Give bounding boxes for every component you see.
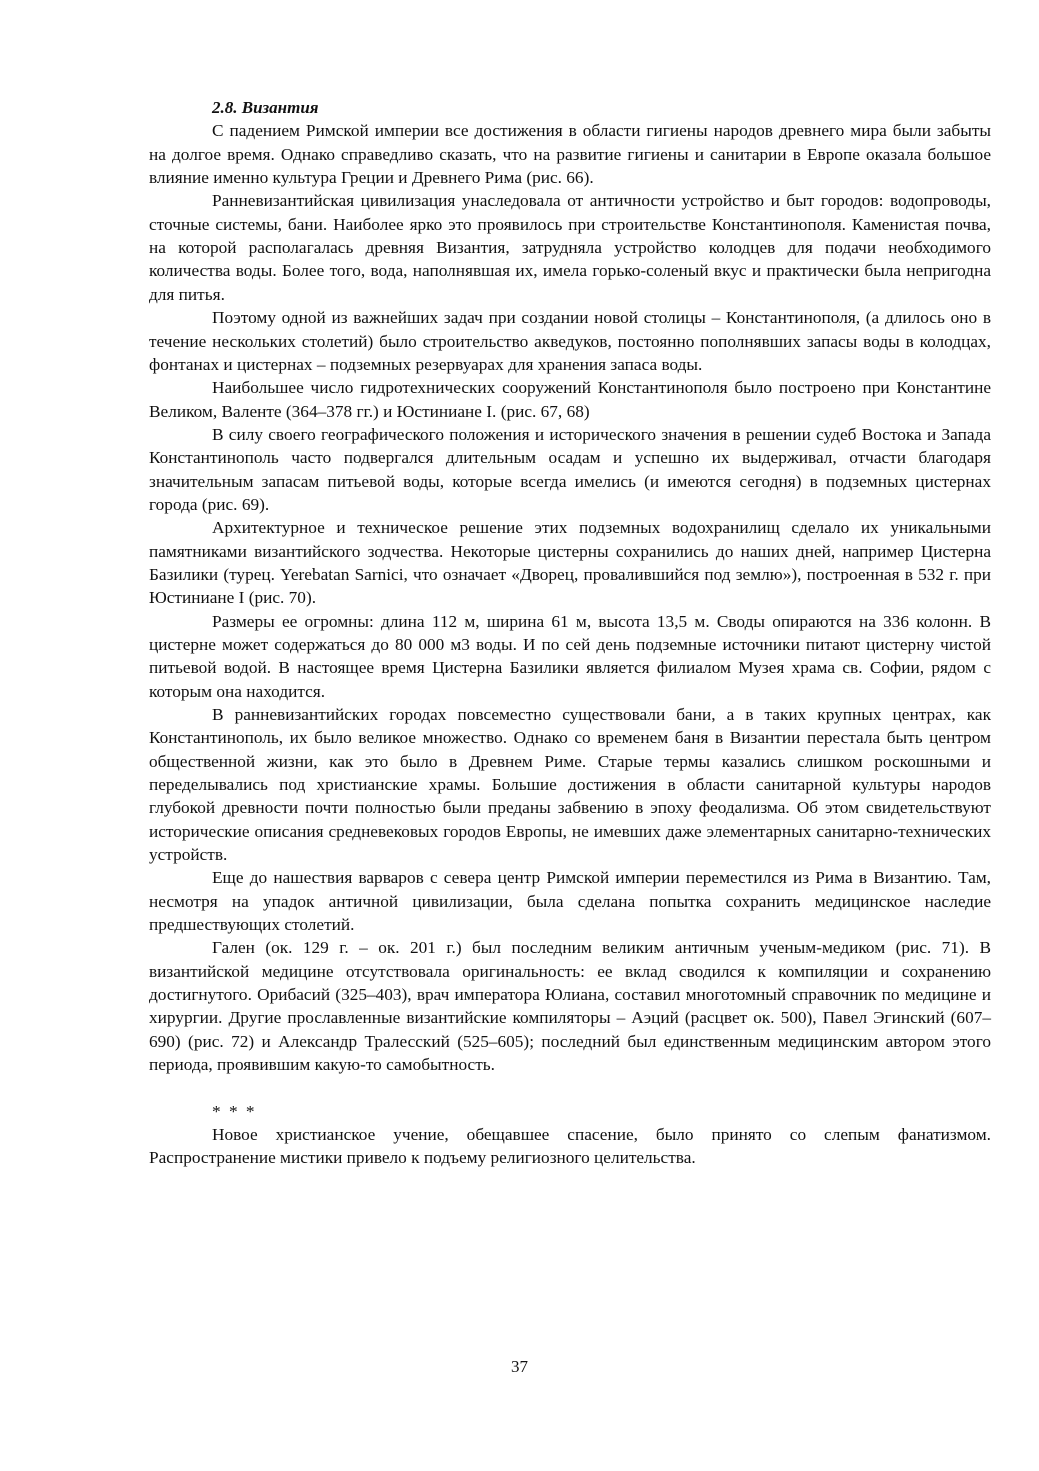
- paragraph: Гален (ок. 129 г. – ок. 201 г.) был последним великим античным ученым-медиком (рис. 71). В византийской медицине отсутствовала оригинальность: ее вклад сводился к компиляции и сохранению достигнутого. Орибасий (325–403), врач императора Юлиана, составил многотомный справочник по медицине и хирургии. Другие прославленные византийские компиляторы – Аэций (расцвет ок. 500), Павел Эгинский (607–690) (рис. 72) и Александр Тралесский (525–605); последний был единственным медицинским автором этого периода, проявившим какую-то самобытность.: [149, 938, 991, 1075]
- paragraph: В ранневизантийских городах повсеместно существовали бани, а в таких крупных центрах, как Константинополь, их было великое множество. Однако со временем баня в Византии перестала быть центром общественной жизни, как это было в Древнем Риме. Старые термы казались слишком роскошными и переделывались под христианские храмы. Большие достижения в области санитарной культуры народов глубокой древности почти полностью были преданы забвению в эпоху феодализма. Об этом свидетельствуют исторические описания средневековых городов Европы, не имевших даже элементарных санитарно-технических устройств.: [149, 705, 991, 865]
- paragraph: Архитектурное и техническое решение этих подземных водохранилищ сделало их уникальными памятниками византийского зодчества. Некоторые цистерны сохранились до наших дней, например Цистерна Базилики (турец. Yerebatan Sarnici, что означает «Дворец, провалившийся под землю»), построенная в 532 г. при Юстиниане I (рис. 70).: [149, 518, 991, 608]
- paragraph: В силу своего географического положения и исторического значения в решении судеб Востока и Запада Константинополь часто подвергался длительным осадам и успешно их выдерживал, отчасти благодаря значительным запасам питьевой воды, которые всегда имелись (и имеются сегодня) в подземных цистернах города (рис. 69).: [149, 424, 991, 514]
- paragraph: Размеры ее огромны: длина 112 м, ширина 61 м, высота 13,5 м. Своды опираются на 336 колонн. В цистерне может содержаться до 80 000 м3 воды. И по сей день подземные источники питают цистерну чистой питьевой водой. В настоящее время Цистерна Базилики является филиалом Музея храма св. Софии, рядом с которым она находится.: [149, 611, 991, 701]
- paragraph: Ранневизантийская цивилизация унаследовала от античности устройство и быт городов: водопроводы, сточные системы, бани. Наиболее ярко это проявилось при строительстве Константинополя. Каменистая почва, на которой располагалась древняя Византия, затрудняла устройство колодцев для подачи необходимого количества воды. Более того, вода, наполнявшая их, имела горько-соленый вкус и практически была непригодна для питья.: [149, 191, 991, 304]
- paragraph: Еще до нашествия варваров с севера центр Римской империи переместился из Рима в Византию. Там, несмотря на упадок античной цивилизации, была сделана попытка сохранить медицинское наследие предшествующих столетий.: [149, 868, 991, 935]
- section-separator: * * *: [212, 1101, 257, 1121]
- paragraph: Поэтому одной из важнейших задач при создании новой столицы – Константинополя, (а длилось оно в течение нескольких столетий) было строительство акведуков, постоянно пополнявших запасы воды в колодцах, фонтанах и цистернах – подземных резервуарах для хранения запаса воды.: [149, 308, 991, 374]
- document-page: [149, 96, 991, 1170]
- closing-paragraph: Новое христианское учение, обещавшее спасение, было принято со слепым фанатизмом. Распространение мистики привело к подъему религиозного целительства.: [149, 1124, 991, 1168]
- page-number: 37: [511, 1357, 528, 1376]
- section-heading: 2.8. Византия: [212, 98, 319, 117]
- paragraph: С падением Римской империи все достижения в области гигиены народов древнего мира были забыты на долгое время. Однако справедливо сказать, что на развитие гигиены и санитарии в Европе оказала большое влияние именно культура Греции и Древнего Рима (рис. 66).: [149, 121, 991, 188]
- paragraph: Наибольшее число гидротехнических сооружений Константинополя было построено при Константине Великом, Валенте (364–378 гг.) и Юстиниане I. (рис. 67, 68): [149, 378, 991, 421]
